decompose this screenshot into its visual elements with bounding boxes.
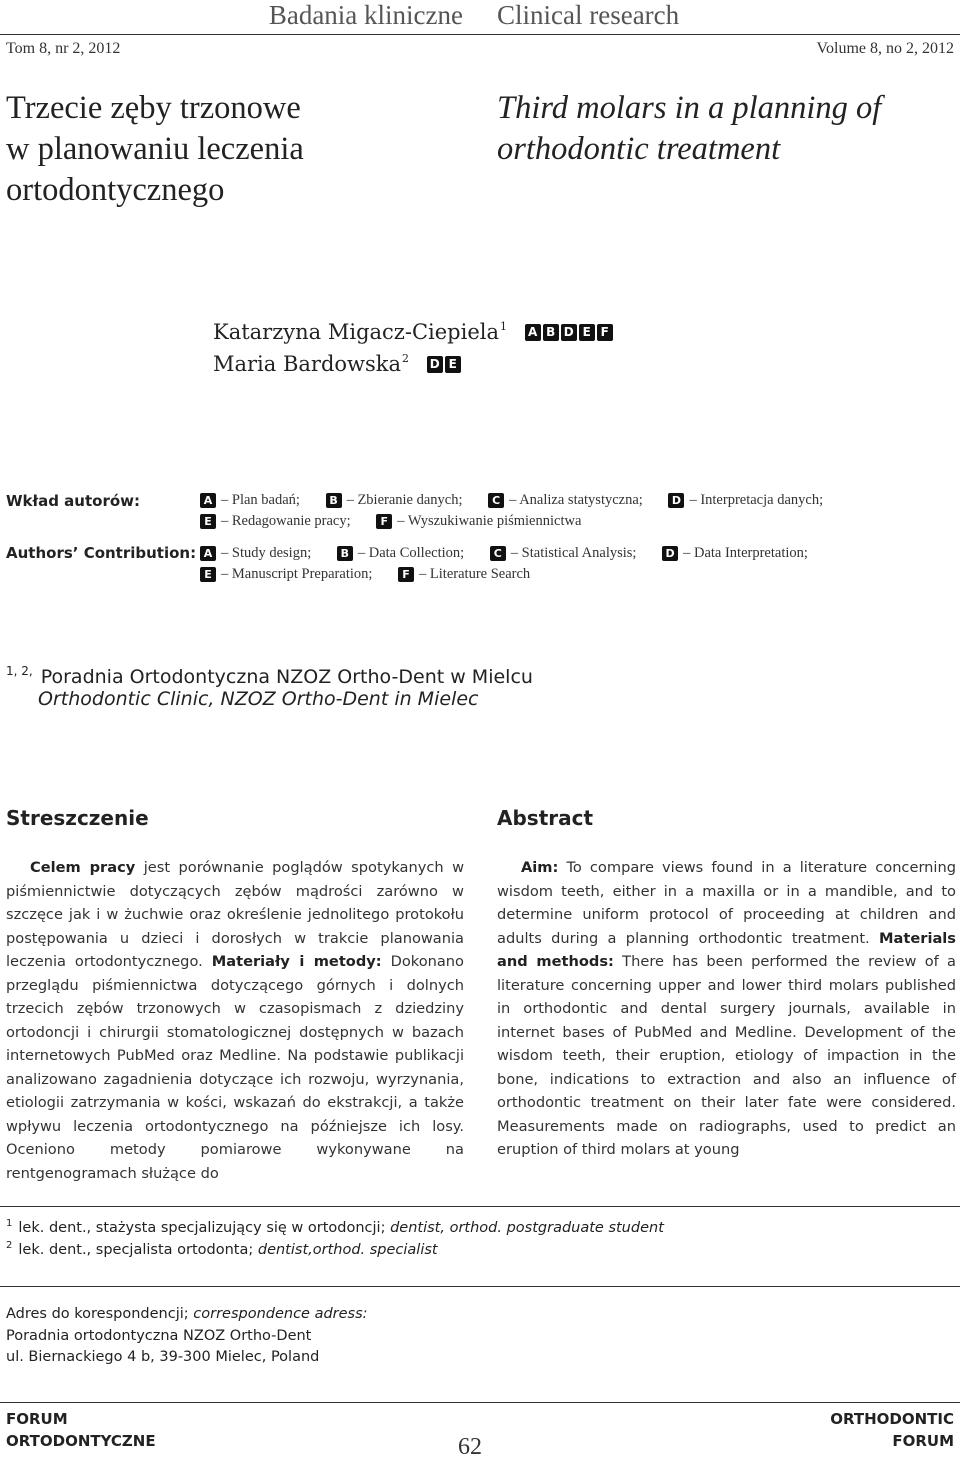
correspondence-rule (0, 1286, 960, 1287)
author-name: Katarzyna Migacz-Ciepiela (213, 320, 499, 344)
badge: A (200, 546, 216, 561)
contribution-item (376, 513, 581, 529)
badge-d: D (561, 324, 577, 341)
badge-a: A (525, 324, 541, 341)
badge-d: D (427, 356, 443, 373)
footnote-text: lek. dent., stażysta specjalizujący się w ortodoncji; (18, 1220, 391, 1236)
badge: F (376, 514, 392, 529)
footer-journal-en (830, 1408, 954, 1452)
contribution-row-pl-2 (200, 513, 603, 530)
contribution-text: – Statistical Analysis; (510, 545, 637, 561)
methods-text: There has been performed the review of a literature concerning upper and lower third molars published in orthodontic and dental surgery journals, available in internet bases of PubMed and Medline. Development of the wisdom teeth, their eruption, etiology of impaction in the bone, indications to extraction and also an influence of orthodontic treatment on their later fate were considered. Measurements made on radiographs, used to predict an eruption of third molars at young (497, 953, 956, 1158)
footnote-2 (6, 1240, 438, 1258)
footnote-sup: 2 (6, 1240, 13, 1251)
abstract-body (497, 856, 956, 1162)
contribution-item (488, 492, 643, 508)
badge: C (488, 493, 504, 508)
contribution-item (490, 545, 637, 561)
correspondence-label-pl: Adres do korespondencji; (6, 1306, 194, 1322)
contribution-row-pl-1 (200, 492, 845, 509)
contribution-row-en-2 (200, 566, 552, 583)
header-rule (0, 34, 960, 35)
contribution-item (200, 513, 351, 529)
aim-text: jest porównanie poglądów spotykanych w piśmiennictwie dotyczących zębów mądrości zarówno w szczęce jak i w żuchwie oraz określenie jednolitego protokołu postępowania u dzieci i dorosłych w trakcie planowania leczenia ortodontycznego. (6, 859, 465, 970)
affiliation (6, 664, 533, 710)
title-pl-line: ortodontycznego (6, 172, 225, 208)
abstract-heading: Abstract (497, 806, 594, 830)
contribution-item (326, 492, 463, 508)
contribution-item (398, 566, 530, 582)
contribution-text: – Wyszukiwanie piśmiennictwa (397, 513, 582, 529)
badge: F (398, 567, 414, 582)
footnote-italic: dentist,orthod. specialist (257, 1242, 438, 1258)
contribution-text: – Redagowanie pracy; (221, 513, 351, 529)
contribution-text: – Data Interpretation; (683, 545, 808, 561)
badge: B (326, 493, 342, 508)
contribution-item (668, 492, 823, 508)
affiliation-sup: 1, 2, (6, 664, 33, 678)
contribution-row-en-1 (200, 545, 830, 562)
contribution-item (200, 492, 300, 508)
badge-e: E (579, 324, 595, 341)
correspondence-line2: ul. Biernackiego 4 b, 39-300 Mielec, Poland (6, 1349, 320, 1365)
author-2 (213, 352, 463, 376)
contribution-text: – Interpretacja danych; (689, 492, 824, 508)
badge: E (200, 567, 216, 582)
article-title-pl (6, 88, 476, 211)
author-contribution-badges (427, 352, 463, 376)
footnote-sup: 1 (6, 1218, 13, 1229)
author-affiliation-sup: 2 (402, 352, 410, 365)
aim-text: To compare views found in a literature concerning wisdom teeth, either in a maxilla or in a mandible, and to determine uniform protocol of proceeding at children and adults during a planning orthodontic treatment. (497, 859, 956, 947)
title-en-line: Third molars in a planning of (497, 90, 882, 126)
contribution-label-pl: Wkład autorów: (6, 492, 141, 510)
badge-e: E (445, 356, 461, 373)
correspondence (6, 1304, 368, 1369)
author-1 (213, 320, 615, 344)
badge: B (337, 546, 353, 561)
badge: D (668, 493, 684, 508)
footer-journal-pl (6, 1408, 156, 1452)
methods-label: Materiały i metody: (211, 953, 382, 970)
author-name: Maria Bardowska (213, 352, 402, 376)
contribution-text: – Zbieranie danych; (346, 492, 463, 508)
page-number: 62 (458, 1434, 482, 1460)
badge-f: F (597, 324, 613, 341)
footer-left-line2: ORTODONTYCZNE (6, 1432, 156, 1450)
footnote-1 (6, 1218, 664, 1236)
section-title-pl: Badania kliniczne (268, 0, 463, 30)
contribution-text: – Literature Search (419, 566, 531, 582)
contribution-text: – Data Collection; (357, 545, 465, 561)
contribution-text: – Study design; (221, 545, 312, 561)
contribution-item (337, 545, 464, 561)
badge: D (662, 546, 678, 561)
badge: A (200, 493, 216, 508)
contribution-label-en: Authors’ Contribution: (6, 544, 197, 562)
footer-right-line1: ORTHODONTIC (830, 1410, 954, 1428)
footnote-rule (0, 1206, 960, 1207)
badge: C (490, 546, 506, 561)
author-contribution-badges (525, 320, 615, 344)
footer-left-line1: FORUM (6, 1410, 68, 1428)
contribution-item (200, 545, 311, 561)
volume-en: Volume 8, no 2, 2012 (816, 40, 954, 57)
aim-label: Aim: (521, 859, 559, 876)
title-pl-line: w planowaniu leczenia (6, 131, 304, 167)
author-affiliation-sup: 1 (500, 320, 507, 333)
streszczenie-heading: Streszczenie (6, 806, 149, 830)
contribution-item (662, 545, 808, 561)
title-pl-line: Trzecie zęby trzonowe (6, 90, 301, 126)
footnote-text: lek. dent., specjalista ortodonta; (18, 1242, 258, 1258)
contribution-text: – Manuscript Preparation; (221, 566, 373, 582)
volume-pl: Tom 8, nr 2, 2012 (6, 40, 121, 57)
methods-text: Dokonano przeglądu piśmiennictwa dotyczącego górnych i dolnych trzecich zębów trzonowych w czasopismach z dziedziny ortodoncji i chirurgii stomatologicznej dostępnych w bazach internetowych PubMed oraz Medline. Na podstawie publikacji analizowano zagadnienia dotyczące ich rozwoju, wyrzynania, etiologii zatrzymania w kości, wskazań do ekstrakcji, a także wpływu leczenia ortodontycznego na późniejsze ich losy. Oceniono metody pomiarowe wykonywane na rentgenogramach służące do (6, 953, 464, 1182)
title-en-line: orthodontic treatment (497, 131, 781, 167)
methods-label: Materials and methods: (497, 929, 956, 970)
badge: E (200, 514, 216, 529)
badge-b: B (543, 324, 559, 341)
affiliation-en: Orthodontic Clinic, NZOZ Ortho-Dent in Mielec (38, 688, 479, 710)
footer-right-line2: FORUM (892, 1432, 954, 1450)
footer-rule (0, 1402, 960, 1403)
aim-label: Celem pracy (30, 859, 136, 876)
contribution-text: – Analiza statystyczna; (509, 492, 643, 508)
correspondence-line1: Poradnia ortodontyczna NZOZ Ortho-Dent (6, 1327, 312, 1344)
article-title-en (497, 88, 957, 170)
footnote-italic: dentist, orthod. postgraduate student (390, 1220, 664, 1236)
streszczenie-body (6, 856, 464, 1185)
contribution-item (200, 566, 372, 582)
affiliation-pl: Poradnia Ortodontyczna NZOZ Ortho-Dent w Mielcu (40, 666, 533, 688)
contribution-text: – Plan badań; (221, 492, 300, 508)
section-title-en: Clinical research (497, 0, 680, 30)
correspondence-label-en: correspondence adress: (193, 1306, 368, 1322)
